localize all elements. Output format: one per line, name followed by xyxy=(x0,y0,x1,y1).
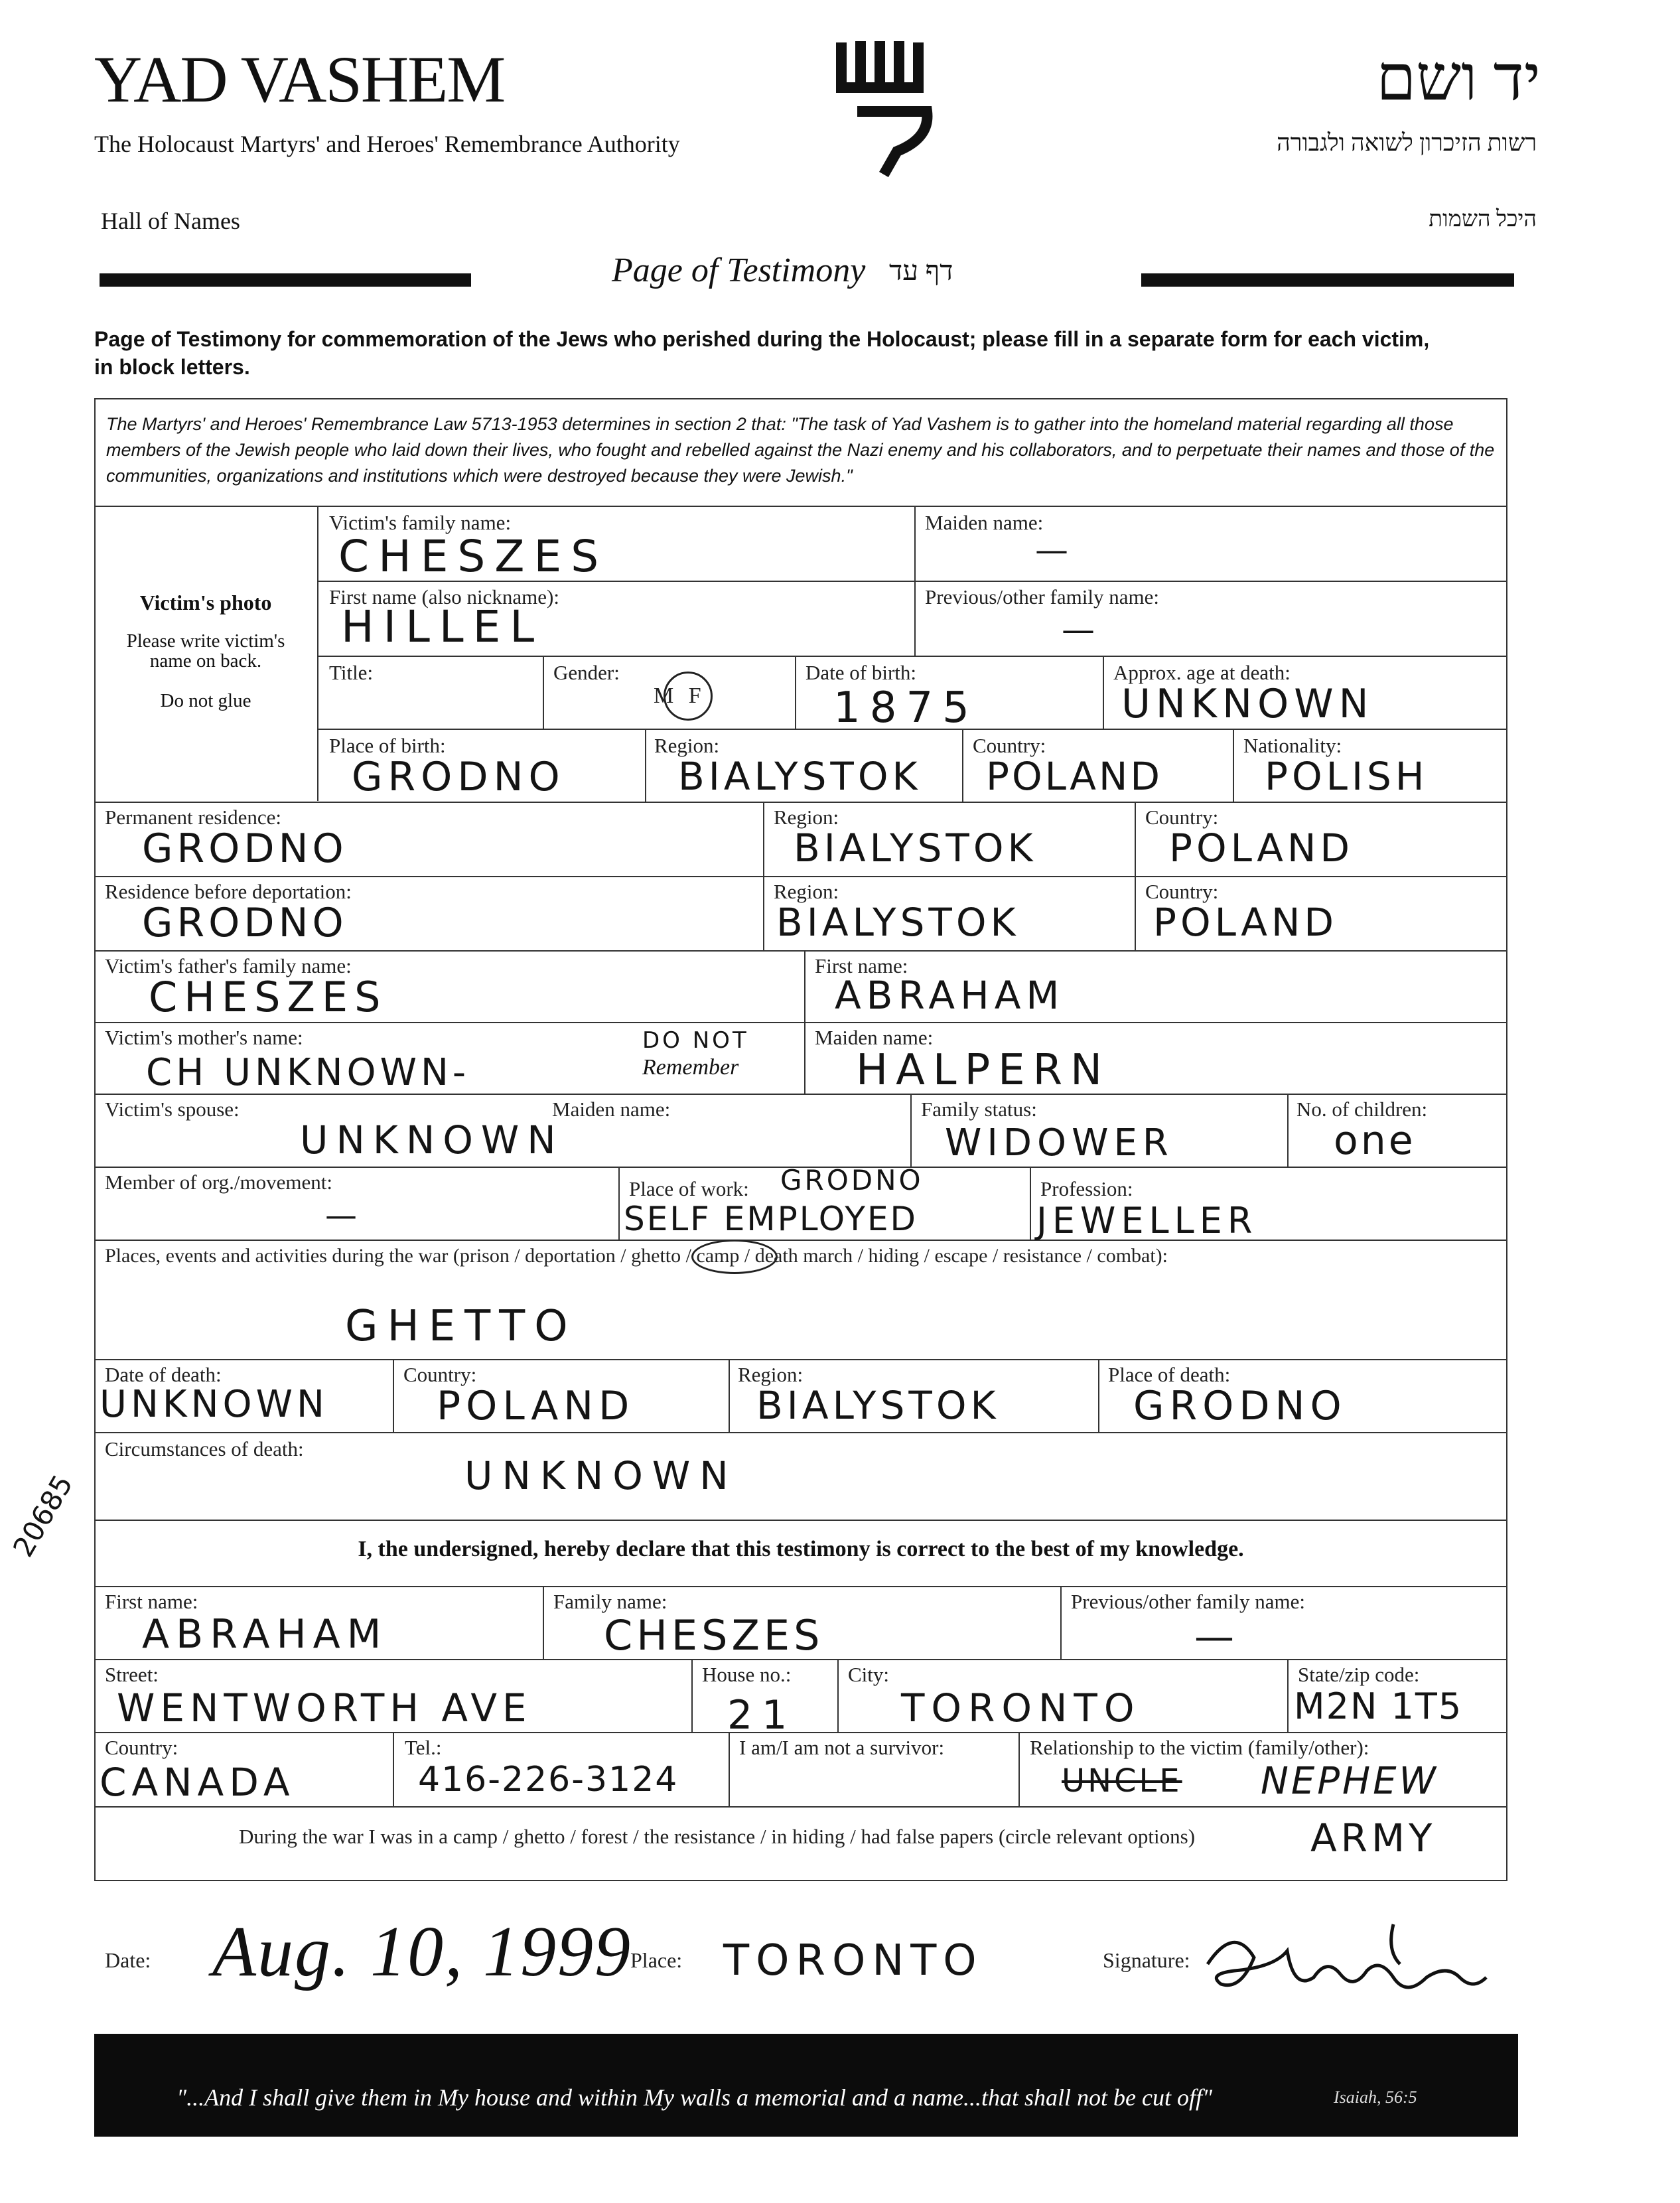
mother-maiden-label: Maiden name: xyxy=(815,1026,934,1049)
work-place-note: GRODNO xyxy=(780,1164,924,1196)
father-first-value: ABRAHAM xyxy=(835,973,1065,1018)
col-line xyxy=(543,1586,544,1659)
col-line xyxy=(1287,1094,1289,1167)
row-line xyxy=(94,876,1507,877)
deport-place-value: GRODNO xyxy=(142,900,348,946)
first-name-label: First name (also nickname): xyxy=(329,585,559,608)
profession-label: Profession: xyxy=(1040,1177,1133,1200)
col-line xyxy=(543,656,544,729)
footer-citation: Isaiah, 56:5 xyxy=(1334,2088,1417,2107)
spouse-label: Victim's spouse: xyxy=(105,1098,240,1121)
places-events-value: GHETTO xyxy=(345,1302,577,1351)
footer-quote: "...And I shall give them in My house and within My walls a memorial and a name...that shall not be cut off" xyxy=(176,2084,1213,2111)
father-first-label: First name: xyxy=(815,954,908,977)
profession-value: JEWELLER xyxy=(1036,1200,1258,1242)
deport-region-value: BIALYSTOK xyxy=(776,900,1020,945)
col-line xyxy=(729,1732,730,1806)
gender-options[interactable]: M F xyxy=(654,683,701,708)
dob-label: Date of birth: xyxy=(805,661,917,684)
org-subtitle-en: The Holocaust Martyrs' and Heroes' Remembrance Authority xyxy=(94,131,680,157)
col-line xyxy=(1060,1586,1062,1659)
title-label: Title: xyxy=(329,661,374,684)
city-label: City: xyxy=(848,1663,890,1686)
relationship-label: Relationship to the victim (family/other): xyxy=(1030,1736,1369,1759)
father-family-label: Victim's father's family name: xyxy=(105,954,352,977)
age-at-death-value: UNKNOWN xyxy=(1121,681,1374,727)
photo-box-line-1: Please write victim's xyxy=(126,630,285,652)
row-line xyxy=(94,1359,1507,1360)
col-line xyxy=(729,1359,730,1432)
signature-mark xyxy=(1194,1911,1500,2011)
photo-box-line-3: Do not glue xyxy=(160,690,251,711)
house-no-value: 21 xyxy=(727,1692,797,1739)
col-line xyxy=(1233,729,1234,802)
maiden-name-label: Maiden name: xyxy=(925,511,1044,534)
row-line xyxy=(94,1432,1507,1433)
date-value: Aug. 10, 1999 xyxy=(212,1912,632,1991)
col-line xyxy=(317,506,318,801)
org-subtitle-he: רשות הזיכרון לשואה ולגבורה xyxy=(1277,129,1537,156)
family-status-label: Family status: xyxy=(921,1098,1037,1121)
place-of-work-label: Place of work: xyxy=(629,1177,749,1200)
perm-country-value: POLAND xyxy=(1169,825,1354,871)
during-war-label: During the war I was in a camp / ghetto / forest / the resistance / in hiding / had false papers (circle relevant options) xyxy=(239,1825,1196,1848)
place-of-birth-label: Place of birth: xyxy=(329,734,446,757)
perm-region-value: BIALYSTOK xyxy=(794,825,1037,871)
submitter-country-value: CANADA xyxy=(100,1760,295,1805)
perm-residence-label: Permanent residence: xyxy=(105,806,281,829)
work-place-value: SELF EMPLOYED xyxy=(624,1200,918,1238)
prev-family-label: Previous/other family name: xyxy=(925,585,1159,608)
row-line xyxy=(94,1806,1507,1808)
street-value: WENTWORTH AVE xyxy=(117,1685,532,1731)
family-status-value: WIDOWER xyxy=(945,1121,1174,1165)
col-line xyxy=(393,1732,394,1806)
res-before-deport-label: Residence before deportation: xyxy=(105,880,352,903)
state-zip-label: State/zip code: xyxy=(1298,1663,1420,1686)
place-of-death-label: Place of death: xyxy=(1108,1363,1231,1386)
row-line xyxy=(94,950,1507,952)
father-family-value: CHESZES xyxy=(149,973,387,1021)
col-line xyxy=(691,1659,693,1732)
col-line xyxy=(1103,656,1104,729)
place-value: TORONTO xyxy=(723,1936,983,1985)
perm-region-label: Region: xyxy=(774,806,839,829)
col-line xyxy=(910,1094,912,1167)
street-label: Street: xyxy=(105,1663,159,1686)
mother-name-label: Victim's mother's name: xyxy=(105,1026,303,1049)
deport-country-label: Country: xyxy=(1145,880,1219,903)
col-line xyxy=(1287,1659,1289,1732)
birth-region-value: BIALYSTOK xyxy=(678,754,922,799)
birth-region-label: Region: xyxy=(654,734,720,757)
col-line xyxy=(804,1022,805,1094)
title-bar-left xyxy=(100,273,471,287)
row-line xyxy=(94,1586,1507,1587)
submitter-family-value: CHESZES xyxy=(604,1611,824,1660)
death-region-value: BIALYSTOK xyxy=(756,1383,1000,1428)
col-line xyxy=(804,950,805,1022)
col-line xyxy=(837,1659,839,1732)
row-line xyxy=(94,802,1507,803)
death-place-value: GRODNO xyxy=(1133,1383,1347,1429)
row-line xyxy=(94,1520,1507,1521)
col-line xyxy=(645,729,646,802)
col-line xyxy=(1018,1732,1020,1806)
house-no-label: House no.: xyxy=(702,1663,792,1686)
org-name-en: YAD VASHEM xyxy=(94,42,505,116)
birth-place-value: GRODNO xyxy=(352,754,565,800)
spouse-maiden-label: Maiden name: xyxy=(552,1098,671,1121)
org-name-he: יד ושם xyxy=(1376,42,1541,113)
war-status-value: ARMY xyxy=(1310,1815,1436,1861)
relationship-struck-value: UNCLE xyxy=(1062,1762,1182,1800)
row-line xyxy=(94,506,1507,507)
perm-place-value: GRODNO xyxy=(142,825,348,872)
mother-maiden-value: HALPERN xyxy=(856,1046,1110,1095)
survivor-label: I am/I am not a survivor: xyxy=(739,1736,945,1759)
title-bar-right xyxy=(1141,273,1514,287)
form-title-he: דף עד xyxy=(889,256,953,287)
submitter-first-label: First name: xyxy=(105,1590,198,1613)
declaration-text: I, the undersigned, hereby declare that this testimony is correct to the best of my knowledge. xyxy=(358,1537,1244,1561)
relationship-value: NEPHEW xyxy=(1261,1760,1438,1803)
col-line xyxy=(962,729,963,802)
yad-vashem-logo xyxy=(831,38,944,181)
hall-of-names-en: Hall of Names xyxy=(101,208,240,234)
city-value: TORONTO xyxy=(901,1685,1141,1731)
signature-label: Signature: xyxy=(1103,1948,1190,1972)
submitter-family-label: Family name: xyxy=(553,1590,667,1613)
gender-label: Gender: xyxy=(553,661,620,684)
perm-country-label: Country: xyxy=(1145,806,1219,829)
row-line xyxy=(94,1022,1507,1023)
member-org-value: — xyxy=(325,1197,366,1234)
nationality-value: POLISH xyxy=(1265,754,1429,799)
col-line xyxy=(618,1167,620,1240)
death-country-label: Country: xyxy=(403,1363,477,1386)
death-region-label: Region: xyxy=(738,1363,804,1386)
dob-value: 1875 xyxy=(833,683,979,733)
birth-country-value: POLAND xyxy=(986,754,1162,799)
col-line xyxy=(1098,1359,1099,1432)
circumstances-value: UNKNOWN xyxy=(464,1453,738,1498)
family-name-label: Victim's family name: xyxy=(329,511,512,534)
tel-label: Tel.: xyxy=(405,1736,442,1759)
mother-note-2: Remember xyxy=(642,1055,739,1080)
circumstances-label: Circumstances of death: xyxy=(105,1437,304,1460)
col-line xyxy=(795,656,796,729)
submitter-prev-label: Previous/other family name: xyxy=(1071,1590,1305,1613)
row-line xyxy=(94,1732,1507,1733)
death-date-value: UNKNOWN xyxy=(100,1383,328,1426)
zip-value: M2N 1T5 xyxy=(1294,1685,1463,1727)
maiden-name-value: — xyxy=(1035,531,1078,569)
mother-note-1: DO NOT xyxy=(642,1027,749,1054)
photo-box-title: Victim's photo xyxy=(139,591,272,614)
submitter-prev-value: — xyxy=(1194,1614,1243,1660)
ghetto-circle xyxy=(691,1240,778,1274)
age-at-death-label: Approx. age at death: xyxy=(1113,661,1291,684)
row-line xyxy=(94,1240,1507,1241)
prev-family-value: — xyxy=(1062,610,1104,649)
mother-name-value: CH UNKNOWN- xyxy=(146,1051,470,1094)
places-events-label: Places, events and activities during the war (prison / deportation / ghetto / camp / death march / hiding / escape / resistance / combat): xyxy=(105,1245,1168,1267)
date-label: Date: xyxy=(105,1948,151,1972)
birth-country-label: Country: xyxy=(973,734,1046,757)
date-of-death-label: Date of death: xyxy=(105,1363,222,1386)
member-org-label: Member of org./movement: xyxy=(105,1171,332,1194)
submitter-country-label: Country: xyxy=(105,1736,178,1759)
first-name-value: HILLEL xyxy=(341,601,544,652)
col-line xyxy=(393,1359,394,1432)
margin-number: 20685 xyxy=(7,1469,80,1563)
deport-region-label: Region: xyxy=(774,880,839,903)
place-label: Place: xyxy=(630,1948,683,1972)
spouse-value: UNKNOWN xyxy=(300,1117,564,1163)
hall-of-names-he: היכל השמות xyxy=(1429,207,1537,232)
nationality-label: Nationality: xyxy=(1243,734,1342,757)
tel-value: 416-226-3124 xyxy=(418,1760,679,1800)
row-line xyxy=(317,656,1507,657)
law-text: The Martyrs' and Heroes' Remembrance Law 5713-1953 determines in section 2 that: "The task of Yad Vashem is to gather into the homeland material regarding all those members of the Jewish people who laid down their lives, who fought and rebelled against the Nazi enemy and his collaborators, and to perpetuate their names and those of the communities, organizations and institutions which were destroyed because they were Jewish." xyxy=(106,414,1495,486)
submitter-first-value: ABRAHAM xyxy=(142,1611,388,1658)
family-name-value: CHESZES xyxy=(338,531,608,582)
intro-text: Page of Testimony for commemoration of the Jews who perished during the Holocaust; please fill in a separate form for each victim, in block letters. xyxy=(94,327,1430,379)
deport-country-value: POLAND xyxy=(1153,900,1338,945)
death-country-value: POLAND xyxy=(437,1383,635,1429)
col-line xyxy=(1030,1167,1031,1240)
num-children-value: one xyxy=(1334,1117,1416,1164)
form-title: Page of Testimony xyxy=(612,251,866,289)
num-children-label: No. of children: xyxy=(1296,1098,1428,1121)
gender-circle xyxy=(664,672,713,721)
photo-box-line-2: name on back. xyxy=(149,650,262,672)
